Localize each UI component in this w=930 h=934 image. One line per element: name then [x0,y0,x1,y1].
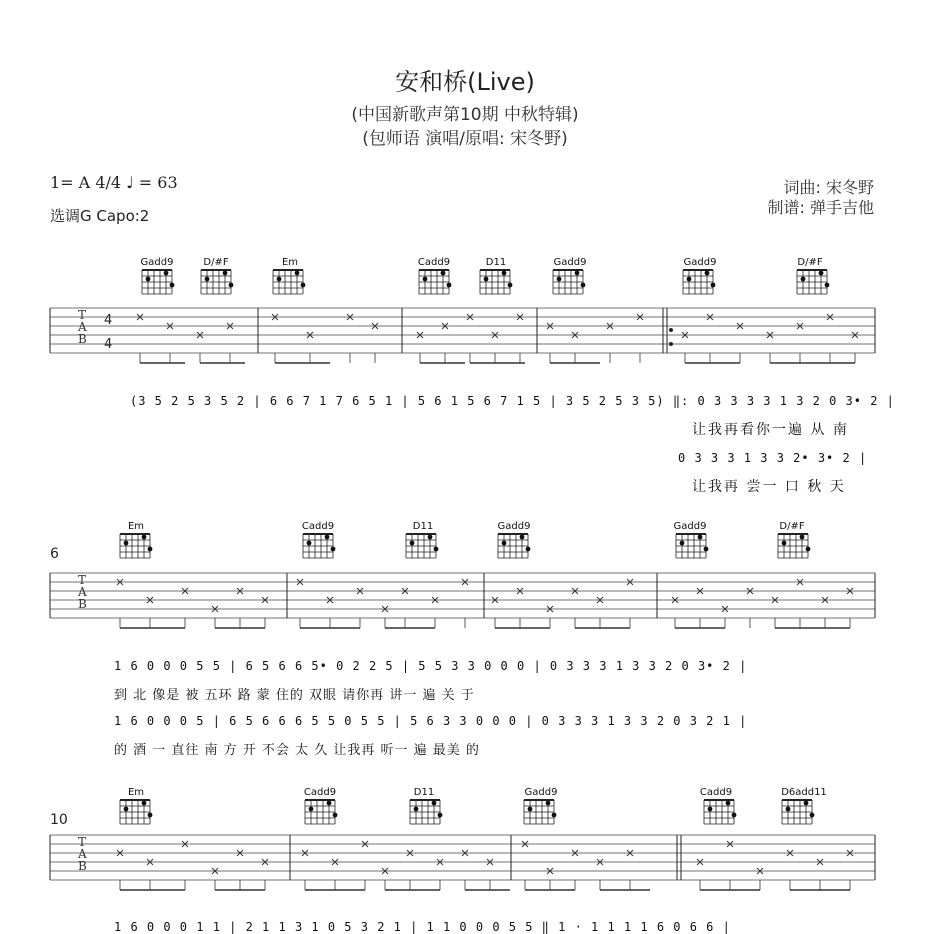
chord-diagram [201,270,233,294]
chord-diagram [406,534,438,558]
chord-diagram [480,270,512,294]
chord-name: Gadd9 [497,521,531,532]
chord-name: D11 [485,257,507,268]
time-signature: 4 4 [104,313,113,352]
tab-letter: T [78,308,87,322]
chord-name: Cadd9 [699,787,733,798]
chord-diagram [410,800,442,824]
chord-name: Gadd9 [553,257,587,268]
chord-diagram [120,534,152,558]
chord-diagram [419,270,451,294]
chord-diagram [553,270,585,294]
chord-diagram [797,270,829,294]
chord-diagram [683,270,715,294]
score-credit: 制谱: 弹手吉他 [767,198,874,217]
chord-name: D11 [413,787,435,798]
tab-letter: T [78,835,87,849]
chord-name: D/#F [779,521,805,532]
chord-diagram [120,800,152,824]
chord-name: Em [127,787,145,798]
chord-diagram [778,534,810,558]
chord-name: Gadd9 [524,787,558,798]
chord-name: Gadd9 [683,257,717,268]
chord-diagram [273,270,305,294]
chord-name: Gadd9 [140,257,174,268]
chord-name: Em [127,521,145,532]
numbered-notation-line: 1 6 0 0 0 1 1 | 2 1 1 3 1 0 5 3 2 1 | 1 1 0 0 0 5 5 ‖ 1 · 1 1 1 1 6 0 6 6 | [114,920,731,934]
numbered-notation-line: (3 5 2 5 3 5 2 | 6 6 7 1 7 6 5 1 | 5 6 1 5 6 7 1 5 | 3 5 2 5 3 5) ‖: 0 3 3 3 3 1 3 2 0 3• 2 | [130,394,895,408]
chord-name: Cadd9 [417,257,451,268]
lyrics-line: 到 北 像是 被 五环 路 蒙 住的 双眼 请你再 讲一 遍 关 于 [114,688,475,703]
chord-diagram [142,270,174,294]
repeat-dot [669,328,673,332]
repeat-dot [669,342,673,346]
tab-letter: A [78,585,87,599]
key-signature: 1= A 4/4 ♩ = 63 [50,173,178,192]
tab-letter: B [78,859,87,873]
chord-diagram [524,800,556,824]
capo-info: 选调G Capo:2 [50,207,150,225]
chord-name: D6add11 [781,787,827,798]
tab-letter: A [78,320,87,334]
lyrics-credit: 词曲: 宋冬野 [783,178,874,197]
chord-name: D11 [412,521,434,532]
chord-name: Cadd9 [303,787,337,798]
chord-diagram [782,800,814,824]
song-title: 安和桥(Live) [395,68,535,96]
numbered-notation-line: 1 6 0 0 0 5 | 6 5 6 6 6 5 5 0 5 5 | 5 6 3 3 0 0 0 | 0 3 3 3 1 3 3 2 0 3 2 1 | [114,714,748,728]
chord-name: Cadd9 [301,521,335,532]
tab-letter: A [78,847,87,861]
measure-number: 6 [50,546,59,562]
chord-diagram [676,534,708,558]
chord-diagram [704,800,736,824]
numbered-notation-line: 1 6 0 0 0 5 5 | 6 5 6 6 5• 0 2 2 5 | 5 5 3 3 0 0 0 | 0 3 3 3 1 3 3 2 0 3• 2 | [114,659,748,673]
subtitle-program: (中国新歌声第10期 中秋特辑) [351,105,579,125]
tab-letter: T [78,573,87,587]
chord-name: Em [281,257,299,268]
chord-diagram [498,534,530,558]
chord-name: D/#F [797,257,823,268]
chord-diagram [305,800,337,824]
chord-name: Gadd9 [673,521,707,532]
chord-name: D/#F [203,257,229,268]
chord-diagram [303,534,335,558]
subtitle-singer: (包师语 演唱/原唱: 宋冬野) [362,129,568,149]
numbered-notation-line: 0 3 3 3 1 3 3 2• 3• 2 | [678,451,868,465]
lyrics-line: 让我再 尝一 口 秋 天 [692,479,846,495]
lyrics-line: 让我再看你一遍 从 南 [692,422,849,438]
tab-letter: B [78,597,87,611]
measure-number: 10 [50,812,68,828]
tab-letter: B [78,332,87,346]
lyrics-line: 的 酒 一 直往 南 方 开 不会 太 久 让我再 听一 遍 最美 的 [114,743,480,758]
